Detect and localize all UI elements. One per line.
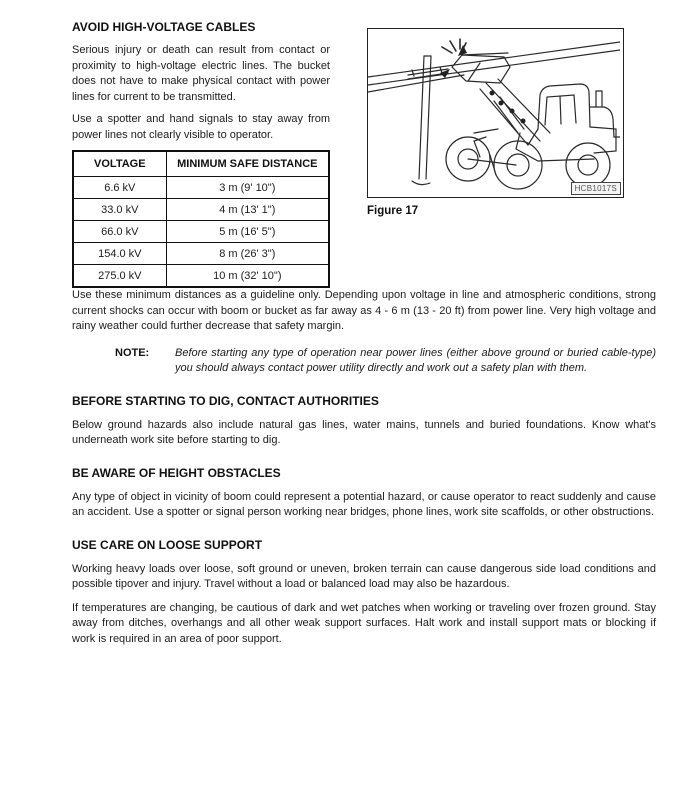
cell-distance: 8 m (26' 3"): [166, 243, 329, 265]
col-header-minimum-safe-distance: MINIMUM SAFE DISTANCE: [166, 151, 329, 177]
top-two-column-region: [72, 20, 656, 288]
figure-code-label: HCB1017S: [571, 182, 621, 195]
paragraph-height-obstacles: Any type of object in vicinity of boom could represent a potential hazard, or cause operator to react suddenly and cause an accident. Use a spotter or signal person working near bridges, phone lines, work site scaffolds, or other obstructions.: [72, 490, 656, 518]
cell-distance: 4 m (13' 1"): [166, 199, 329, 221]
paragraph-guideline-distances: Use these minimum distances as a guideline only. Depending upon voltage in line and atmospheric conditions, strong current shocks can occur with boom or bucket as far away as 4 - 6 m (13 - 20 ft) from power line. Very high voltage and rainy weather could further decrease that safety margin.: [72, 289, 656, 332]
paragraph-loose-support: Working heavy loads over loose, soft ground or uneven, broken terrain can cause dangerous side load conditions and possible tipover and injury. Travel without a load or balanced load may also be hazardous.: [72, 562, 656, 590]
loader-power-line-illustration-icon: [368, 29, 620, 193]
table-row: [73, 243, 329, 265]
page-content: [72, 20, 656, 655]
table-header-row: [73, 151, 329, 177]
note-block: [115, 346, 656, 377]
cell-distance: 3 m (9' 10"): [166, 177, 329, 199]
voltage-distance-table: [72, 150, 330, 288]
section-heading-contact-authorities: BEFORE STARTING TO DIG, CONTACT AUTHORITIES: [72, 393, 379, 408]
note-text: Before starting any type of operation near power lines (either above ground or buried cable-type) you should always contact power utility directly and work out a safety plan with them.: [175, 346, 656, 374]
table-row: [73, 265, 329, 288]
left-column: [72, 20, 330, 288]
section-heading-loose-support: USE CARE ON LOOSE SUPPORT: [72, 537, 263, 552]
figure17-frame: [367, 28, 624, 198]
cell-voltage: 275.0 kV: [73, 265, 166, 288]
cell-voltage: 66.0 kV: [73, 221, 166, 243]
table-row: [73, 199, 329, 221]
paragraph-below-ground-hazards: Below ground hazards also include natural gas lines, water mains, tunnels and buried foundations. Know what's underneath work site before starting to dig.: [72, 418, 656, 446]
figure-column: [367, 20, 625, 217]
table-row: [73, 177, 329, 199]
cell-voltage: 154.0 kV: [73, 243, 166, 265]
section-heading-height-obstacles: BE AWARE OF HEIGHT OBSTACLES: [72, 465, 281, 480]
note-label: NOTE:: [115, 346, 150, 359]
col-header-voltage: VOLTAGE: [73, 151, 166, 177]
section-heading-avoid-high-voltage: AVOID HIGH-VOLTAGE CABLES: [72, 20, 256, 34]
cell-voltage: 33.0 kV: [73, 199, 166, 221]
paragraph-frozen-ground: If temperatures are changing, be cautious of dark and wet patches when working or traveling over frozen ground. Stay away from ditches, overhangs and all other weak support surfaces. Halt work and install support mats or blocking if work is required in an area of poor support.: [72, 601, 656, 645]
paragraph-contact-proximity: Serious injury or death can result from contact or proximity to high-voltage electric lines. The bucket does not have to make physical contact with power lines for current to be transmitted.: [72, 44, 330, 103]
lower-sections: [72, 394, 656, 648]
cell-distance: 5 m (16' 5"): [166, 221, 329, 243]
table-row: [73, 221, 329, 243]
cell-distance: 10 m (32' 10"): [166, 265, 329, 288]
paragraph-spotter-hand-signals: Use a spotter and hand signals to stay away from power lines not clearly visible to operator.: [72, 113, 330, 141]
figure-caption: Figure 17: [367, 205, 419, 217]
cell-voltage: 6.6 kV: [73, 177, 166, 199]
